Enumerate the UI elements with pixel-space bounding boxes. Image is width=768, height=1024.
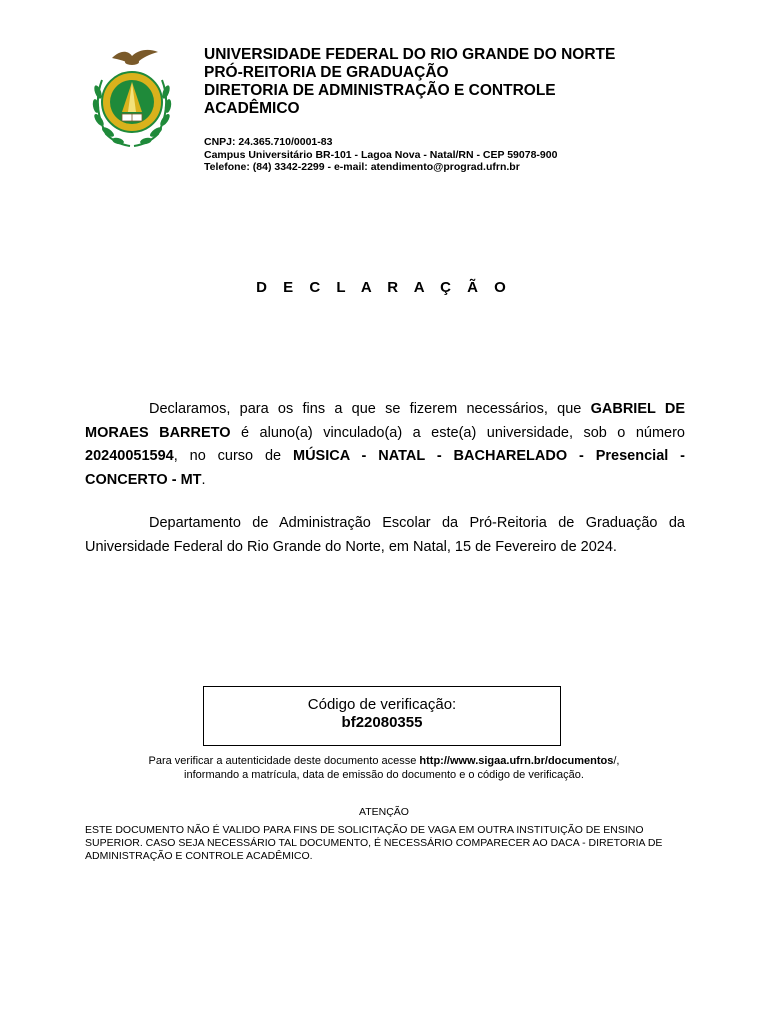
institution-contact bbox=[204, 136, 744, 174]
declaration-paragraph: Declaramos, para os fins a que se fizerem necessários, que GABRIEL DE MORAES BARRETO é aluno(a) vinculado(a) a este(a) universidade, sob o número 20240051594, no curso de MÚSICA - NATAL - BACHARELADO - Presencial - CONCERTO - MT. bbox=[85, 401, 685, 488]
verification-instructions: Para verificar a autenticidade deste documento acesse http://www.sigaa.ufrn.br/documentos/, informando a matrícula, data de emissão do documento e o código de verificação. bbox=[148, 755, 620, 781]
institution-name: UNIVERSIDADE FEDERAL DO RIO GRANDE DO NORTE PRÓ-REITORIA DE GRADUAÇÃO DIRETORIA DE ADMINISTRAÇÃO E CONTROLE ACADÊMICO bbox=[204, 46, 616, 117]
attention-heading: ATENÇÃO bbox=[359, 806, 409, 818]
header bbox=[204, 46, 744, 174]
verification-code: bf22080355 bbox=[341, 714, 423, 731]
address: Campus Universitário BR-101 - Lagoa Nova - Natal/RN - CEP 59078-900 bbox=[204, 148, 558, 161]
bird-icon bbox=[112, 50, 158, 65]
document-title: D E C L A R A Ç Ã O bbox=[256, 279, 512, 296]
verification-url[interactable]: http://www.sigaa.ufrn.br/documentos bbox=[419, 755, 614, 767]
verification-label: Código de verificação: bbox=[307, 696, 457, 713]
student-name: GABRIEL DE MORAES BARRETO bbox=[85, 401, 685, 441]
registration-number: 20240051594 bbox=[85, 448, 174, 464]
phone-email: Telefone: (84) 3342-2299 - e-mail: atendimento@prograd.ufrn.br bbox=[204, 161, 520, 173]
warning-text: ESTE DOCUMENTO NÃO É VALIDO PARA FINS DE SOLICITAÇÃO DE VAGA EM OUTRA INSTITUIÇÃO DE ENSINO SUPERIOR. CASO SEJA NECESSÁRIO TAL DOCUMENTO, É NECESSÁRIO COMPARECER AO DACA - DIRETORIA DE ADMINISTRAÇÃO E CONTROLE ACADÊMICO. bbox=[85, 824, 663, 862]
verification-box bbox=[203, 686, 561, 746]
issuer-paragraph: Departamento de Administração Escolar da Pró-Reitoria de Graduação da Universidade Federal do Rio Grande do Norte, em Natal, 15 de Fevereiro de 2024. bbox=[85, 515, 685, 555]
cnpj: CNPJ: 24.365.710/0001-83 bbox=[204, 136, 333, 148]
course-name: MÚSICA - NATAL - BACHARELADO - Presencial - CONCERTO - MT bbox=[85, 448, 685, 488]
seal-icon bbox=[102, 72, 162, 132]
ufrn-logo bbox=[82, 46, 182, 152]
